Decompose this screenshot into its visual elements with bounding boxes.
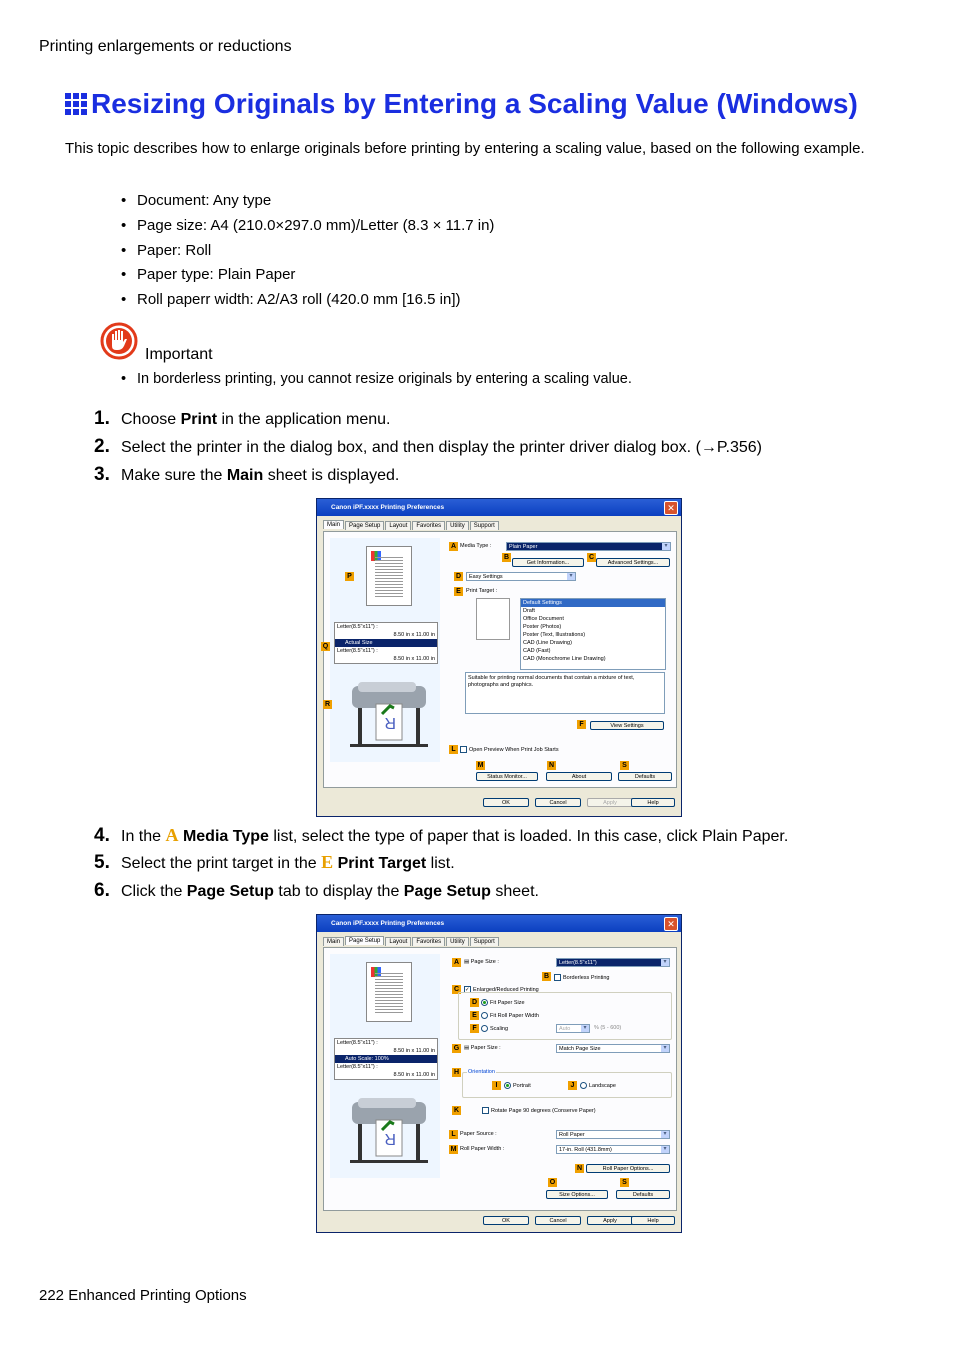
step-1: 1. Choose Print in the application menu. [94, 408, 391, 429]
marker-s: S [620, 1178, 629, 1187]
list-item[interactable]: Draft [523, 608, 535, 614]
roll-width-select[interactable]: 17-in. Roll (431.8mm) ▾ [556, 1145, 670, 1154]
ok-button[interactable]: OK [483, 798, 529, 807]
list-item: • Roll paperr width: A2/A3 roll (420.0 mm [16.5 in]) [121, 288, 494, 313]
marker-a: A [453, 959, 460, 966]
marker-m: M [450, 1146, 457, 1153]
page-footer: 222 Enhanced Printing Options [39, 1287, 247, 1304]
dialog-title: Canon iPF.xxxx Printing Preferences [317, 499, 681, 516]
preview-area [330, 954, 440, 1178]
fit-paper-size-radio[interactable]: Fit Paper Size [481, 999, 525, 1006]
size-info-box: Letter(8.5"x11") : 8.50 in x 11.00 in Actual Size Letter(8.5"x11") : 8.50 in x 11.00 in [334, 622, 438, 664]
landscape-radio[interactable]: Landscape [580, 1082, 616, 1089]
get-information-button[interactable]: Get Information... [512, 558, 584, 567]
tab-utility[interactable]: Utility [446, 521, 469, 530]
apply-button[interactable]: Apply [587, 1216, 633, 1225]
tab-layout[interactable]: Layout [385, 937, 411, 946]
scaling-stepper[interactable]: Auto ▾ [556, 1024, 590, 1033]
list-item[interactable]: Office Document [523, 616, 564, 622]
marker-i: I [492, 1081, 501, 1090]
checkbox-icon[interactable]: ✓ [465, 987, 470, 993]
marker-l: L [449, 745, 458, 754]
step-5: 5. Select the print target in the E Print Target list. [94, 852, 455, 873]
tab-support[interactable]: Support [470, 521, 499, 530]
defaults-button[interactable]: Defaults [618, 772, 672, 781]
view-settings-button[interactable]: View Settings [590, 721, 664, 730]
page-preview [366, 546, 412, 606]
cancel-button[interactable]: Cancel [535, 1216, 581, 1225]
tab-favorites[interactable]: Favorites [412, 937, 445, 946]
marker-e: E [470, 1011, 479, 1020]
marker-o: O [549, 1179, 556, 1186]
close-icon[interactable]: ✕ [664, 917, 678, 931]
marker-b: B [503, 554, 510, 561]
print-target-preview [476, 598, 510, 640]
orientation-label: Orientation [468, 1069, 495, 1075]
paper-size-label: ▤ Paper Size : [464, 1045, 501, 1051]
title-text: Resizing Originals by Entering a Scaling Value (Windows) [91, 88, 858, 119]
marker-b: B [543, 973, 550, 980]
marker-p: P [345, 572, 354, 581]
marker-d: D [471, 999, 478, 1006]
radio-icon[interactable] [481, 1012, 488, 1019]
tab-page-setup[interactable]: Page Setup [345, 936, 384, 945]
tab-layout[interactable]: Layout [385, 521, 411, 530]
paper-source-label: Paper Source : [460, 1131, 497, 1137]
media-type-label: Media Type : [460, 543, 492, 549]
print-target-label: Print Target : [466, 588, 498, 594]
page-size-select[interactable]: Letter(8.5"x11") ▾ [556, 958, 670, 967]
running-head: Printing enlargements or reductions [39, 38, 292, 55]
marker-k: K [453, 1107, 460, 1114]
list-item[interactable]: CAD (Line Drawing) [523, 640, 572, 646]
target-description: Suitable for printing normal documents that contain a mixture of text, photographs and graphics. [465, 672, 665, 714]
page-preview [366, 962, 412, 1022]
marker-d: D [455, 573, 462, 580]
intro-paragraph: This topic describes how to enlarge originals before printing by entering a scaling value, based on the following example. [65, 140, 865, 157]
marker-g: G [453, 1045, 460, 1052]
checkbox-icon[interactable] [482, 1107, 489, 1114]
size-info-box: Letter(8.5"x11") : 8.50 in x 11.00 in Auto Scale: 100% Letter(8.5"x11") : 8.50 in x 11.00 in [334, 1038, 438, 1080]
marker-n: N [548, 762, 555, 769]
step-3: 3. Make sure the Main sheet is displayed. [94, 464, 400, 485]
list-item[interactable]: CAD (Monochrome Line Drawing) [523, 656, 606, 662]
page-size-label: ▤ Page Size : [464, 959, 499, 965]
marker-j: J [568, 1081, 577, 1090]
defaults-button[interactable]: Defaults [616, 1190, 670, 1199]
list-item: • Document: Any type [121, 189, 494, 214]
marker-c: C [588, 554, 595, 561]
checkbox-icon[interactable] [554, 974, 561, 981]
list-item: • Paper type: Plain Paper [121, 263, 494, 288]
tab-strip [323, 937, 500, 946]
help-button[interactable]: Help [631, 1216, 675, 1225]
list-item[interactable]: Poster (Photos) [523, 624, 562, 630]
borderless-checkbox[interactable]: Borderless Printing [554, 974, 609, 981]
svg-text:R: R [384, 714, 396, 731]
step-6: 6. Click the Page Setup tab to display the Page Setup sheet. [94, 880, 539, 901]
list-item[interactable]: Poster (Text, Illustrations) [523, 632, 586, 638]
marker-a: A [450, 543, 457, 550]
scaling-range: % (5 - 600) [594, 1025, 622, 1031]
size-options-button[interactable]: Size Options... [546, 1190, 608, 1199]
tab-utility[interactable]: Utility [446, 937, 469, 946]
about-button[interactable]: About [546, 772, 612, 781]
important-label: Important [145, 346, 213, 363]
scaling-radio[interactable]: Scaling [481, 1025, 508, 1032]
marker-q: Q [322, 643, 329, 650]
apply-button[interactable]: Apply [587, 798, 633, 807]
radio-icon[interactable] [481, 1025, 488, 1032]
fit-roll-width-radio[interactable]: Fit Roll Paper Width [481, 1012, 539, 1019]
open-preview-checkbox[interactable]: Open Preview When Print Job Starts [460, 746, 559, 753]
tab-main[interactable]: Main [323, 520, 344, 529]
marker-e: E [454, 587, 463, 596]
cancel-button[interactable]: Cancel [535, 798, 581, 807]
tab-strip [323, 521, 500, 530]
printer-image [344, 1094, 434, 1168]
marker-n: N [576, 1165, 583, 1172]
radio-icon[interactable] [481, 999, 488, 1006]
marker-s: S [620, 761, 629, 770]
marker-h: H [453, 1069, 460, 1076]
marker-r: R [324, 701, 331, 708]
print-target-list[interactable] [520, 598, 666, 670]
list-item[interactable]: CAD (Fast) [523, 648, 551, 654]
status-monitor-button[interactable]: Status Monitor... [476, 772, 538, 781]
help-button[interactable]: Help [631, 798, 675, 807]
marker-f: F [577, 720, 586, 729]
roll-width-label: Roll Paper Width : [460, 1146, 505, 1152]
grid-icon [65, 93, 87, 115]
enlarged-checkbox[interactable]: ✓ Enlarged/Reduced Printing [465, 986, 539, 993]
example-list [121, 189, 494, 313]
tab-page-setup[interactable]: Page Setup [345, 521, 384, 530]
important-note: • In borderless printing, you cannot resize originals by entering a scaling value. [121, 371, 632, 387]
page-title [65, 88, 858, 120]
paper-size-select[interactable]: Match Page Size ▾ [556, 1044, 670, 1053]
step-2: 2. Select the printer in the dialog box, and then display the printer driver dialog box. (→P.356) [94, 436, 762, 457]
checkbox-icon[interactable] [460, 746, 467, 753]
media-type-select[interactable]: Plain Paper ▾ [506, 542, 671, 551]
easy-settings-select[interactable]: Easy Settings ▾ [466, 572, 576, 581]
roll-paper-options-button[interactable]: Roll Paper Options... [586, 1164, 670, 1173]
marker-m: M [477, 762, 484, 769]
tab-support[interactable]: Support [470, 937, 499, 946]
printing-preferences-page-setup-screenshot [316, 914, 682, 1233]
main-panel [323, 531, 677, 788]
list-item: • Paper: Roll [121, 239, 494, 264]
marker-c: C [453, 986, 460, 993]
tab-favorites[interactable]: Favorites [412, 521, 445, 530]
list-item[interactable]: Default Settings [521, 599, 665, 607]
printer-image [344, 678, 434, 752]
close-icon[interactable]: ✕ [664, 501, 678, 515]
tab-main[interactable]: Main [323, 937, 344, 946]
ok-button[interactable]: OK [483, 1216, 529, 1225]
rotate-page-checkbox[interactable]: Rotate Page 90 degrees (Conserve Paper) [482, 1107, 596, 1114]
radio-icon[interactable] [504, 1082, 511, 1089]
printing-preferences-main-screenshot [316, 498, 682, 817]
advanced-settings-button[interactable]: Advanced Settings... [596, 558, 670, 567]
paper-source-select[interactable]: Roll Paper ▾ [556, 1130, 670, 1139]
portrait-radio[interactable]: Portrait [504, 1082, 531, 1089]
stop-hand-icon [100, 322, 138, 360]
page-setup-panel [323, 947, 677, 1211]
marker-l: L [449, 1130, 458, 1139]
svg-text:R: R [384, 1130, 396, 1147]
step-4: 4. In the A Media Type list, select the type of paper that is loaded. In this case, click Plain Paper. [94, 825, 789, 846]
list-item: • Page size: A4 (210.0×297.0 mm)/Letter (8.3 × 11.7 in) [121, 214, 494, 239]
radio-icon[interactable] [580, 1082, 587, 1089]
dialog-title: Canon iPF.xxxx Printing Preferences [317, 915, 681, 932]
marker-f: F [470, 1024, 479, 1033]
